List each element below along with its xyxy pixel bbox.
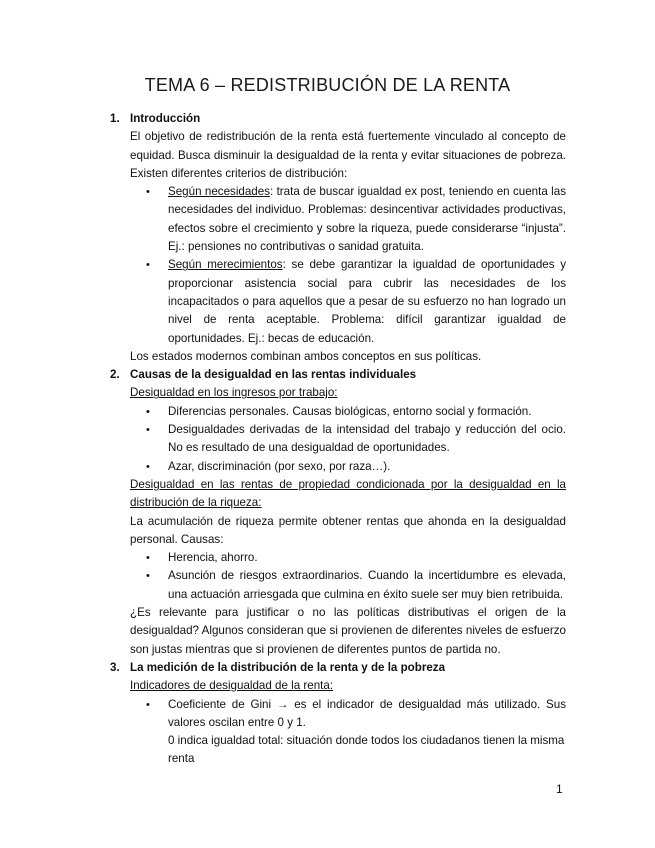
- list-item-text: Herencia, ahorro.: [168, 551, 258, 565]
- bullet-icon: •: [146, 186, 150, 199]
- paragraph: La acumulación de riqueza permite obtener rentas que ahonda en la desigualdad personal. Causas:: [130, 514, 566, 546]
- section-heading: La medición de la distribución de la renta y de la pobreza: [130, 660, 446, 674]
- section-number: 2.: [110, 368, 120, 382]
- bullet-list: [130, 549, 566, 604]
- list-item: [130, 549, 566, 567]
- bullet-icon: •: [146, 570, 150, 583]
- subheading: Desigualdad en los ingresos por trabajo:: [130, 386, 338, 400]
- list-item-text: Azar, discriminación (por sexo, por raza…).: [168, 459, 391, 473]
- document-body: [110, 110, 566, 769]
- list-item-term: Según merecimientos: [168, 258, 283, 272]
- list-item: [130, 696, 566, 733]
- list-item-text: Diferencias personales. Causas biológicas, entorno social y formación.: [168, 404, 532, 418]
- section-number: 3.: [110, 660, 120, 674]
- subheading: Indicadores de desigualdad de la renta:: [130, 679, 334, 693]
- bullet-icon: •: [146, 259, 150, 272]
- list-item-term: Según necesidades: [168, 185, 270, 199]
- section-2: [110, 366, 566, 384]
- bullet-icon: •: [146, 460, 150, 473]
- list-item: [130, 403, 566, 421]
- bullet-list: [130, 696, 566, 769]
- list-item-continuation: [130, 732, 566, 769]
- list-item-text: 0 indica igualdad total: situación donde todos los ciudadanos tienen la misma renta: [168, 734, 565, 766]
- list-item: [130, 421, 566, 458]
- section-3: [110, 659, 566, 677]
- list-item-text: Coeficiente de Gini → es el indicador de desigualdad más utilizado. Sus valores oscilan entre 0 y 1.: [168, 697, 566, 729]
- bullet-icon: •: [146, 552, 150, 565]
- list-item: [130, 458, 566, 476]
- subheading: Desigualdad en las rentas de propiedad condicionada por la desigualdad en la distribución de la riqueza:: [130, 477, 566, 510]
- section-heading: Causas de la desigualdad en las rentas individuales: [130, 368, 417, 382]
- list-item: [130, 256, 566, 347]
- page-title: TEMA 6 – REDISTRIBUCIÓN DE LA RENTA: [144, 75, 511, 95]
- list-item-text: : trata de buscar igualdad ex post, teniendo en cuenta las necesidades del individuo. Problemas: desincentivar actividades productivas, efectos sobre el crecimiento y sobre la riqueza, puede considerarse “injusta”. Ej.: pensiones no contributivas o sanidad gratuita.: [168, 185, 566, 254]
- list-item-text: : se debe garantizar la igualdad de oportunidades y proporcionar asistencia social para cubrir las necesidades de los incapacitados o para aquellos que a pesar de su esfuerzo no han logrado un nivel de renta aceptable. Problema: difícil garantizar igualdad de oportunidades. Ej.: becas de educación.: [168, 258, 566, 345]
- section-heading: Introducción: [130, 112, 201, 125]
- page-number: 1: [556, 782, 563, 796]
- list-item-text: Desigualdades derivadas de la intensidad del trabajo y reducción del ocio. No es resultado de una desigualdad de oportunidades.: [168, 423, 566, 455]
- bullet-icon: •: [146, 424, 150, 437]
- list-item: [130, 567, 566, 604]
- paragraph: Los estados modernos combinan ambos conceptos en sus políticas.: [130, 349, 482, 363]
- paragraph: El objetivo de redistribución de la renta está fuertemente vinculado al concepto de equidad. Busca disminuir la desigualdad de la renta y evitar situaciones de pobreza. Existen diferentes criterios de distribución:: [130, 130, 566, 180]
- section-1: [110, 110, 566, 128]
- bullet-icon: •: [146, 698, 150, 711]
- bullet-list: [130, 183, 566, 348]
- bullet-icon: •: [146, 405, 150, 418]
- paragraph: ¿Es relevante para justificar o no las políticas distributivas el origen de la desigualdad? Algunos consideran que si provienen de diferentes niveles de esfuerzo son justas mientras que si provienen de diferentes puntos de partida no.: [130, 606, 566, 656]
- section-number: 1.: [110, 112, 120, 125]
- bullet-list: [130, 403, 566, 476]
- list-item: [130, 183, 566, 256]
- list-item-text: Asunción de riesgos extraordinarios. Cuando la incertidumbre es elevada, una actuación arriesgada que culmina en éxito suele ser muy bien retribuida.: [168, 569, 566, 601]
